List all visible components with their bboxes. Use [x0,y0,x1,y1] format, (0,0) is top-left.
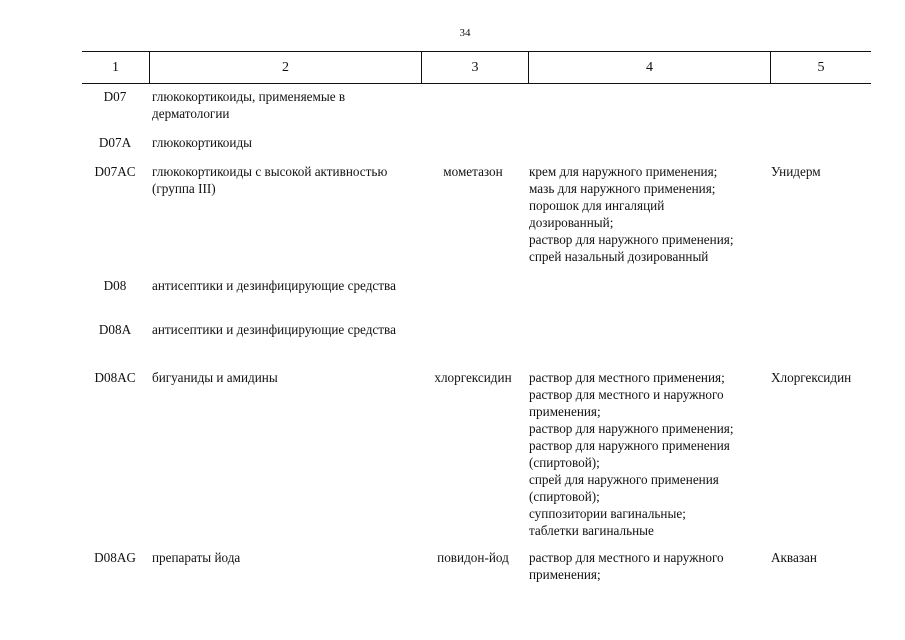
dosage-form: раствор для наружного применения; [529,421,734,436]
dosage-form: крем для наружного применения; [529,164,718,179]
dosage-form: таблетки вагинальные [529,523,654,538]
dosage-form: спрей назальный дозированный [529,249,709,264]
dosage-form: порошок для ингаляций [529,198,665,213]
dosage-forms [529,549,769,583]
drug-name: повидон-йод [437,550,509,565]
atc-code: D07 [103,89,127,104]
dosage-form: (спиртовой); [529,455,600,470]
dosage-forms [529,369,769,539]
header-col-3: 3 [421,52,528,83]
page-number: 34 [459,27,471,39]
group-name: препараты йода [152,550,241,565]
dosage-form: (спиртовой); [529,489,600,504]
trade-name: Аквазан [771,550,817,565]
dosage-form: применения; [529,567,601,582]
dosage-form: раствор для наружного применения [529,438,730,453]
group-name: глюкокортикоиды с высокой активностью (группа III) [152,164,388,196]
dosage-form: раствор для местного и наружного [529,550,724,565]
group-name: глюкокортикоиды [152,135,253,150]
dosage-form: дозированный; [529,215,614,230]
header-col-2: 2 [149,52,421,83]
header-col-5: 5 [770,52,871,83]
atc-code: D08 [103,278,127,293]
trade-name: Унидерм [771,164,821,179]
header-col-4: 4 [528,52,770,83]
atc-code: D08A [98,322,132,337]
drug-name: мометазон [443,164,503,179]
group-name: антисептики и дезинфицирующие средства [152,322,396,337]
group-name: глюкокортикоиды, применяемые в дерматологии [152,89,346,121]
atc-code: D08AC [94,370,136,385]
group-name: антисептики и дезинфицирующие средства [152,278,396,293]
dosage-form: раствор для местного и наружного [529,387,724,402]
dosage-form: применения; [529,404,601,419]
atc-code: D07AC [94,164,136,179]
header-col-1: 1 [112,59,119,75]
trade-name: Хлоргексидин [771,370,852,385]
dosage-form: мазь для наружного применения; [529,181,716,196]
drug-name: хлоргексидин [434,370,512,385]
dosage-forms [529,163,769,265]
group-name: бигуаниды и амидины [152,370,278,385]
dosage-form: суппозитории вагинальные; [529,506,686,521]
dosage-form: раствор для наружного применения; [529,232,734,247]
atc-code: D08AG [94,550,136,565]
atc-code: D07A [98,135,132,150]
dosage-form: раствор для местного применения; [529,370,725,385]
dosage-form: спрей для наружного применения [529,472,719,487]
